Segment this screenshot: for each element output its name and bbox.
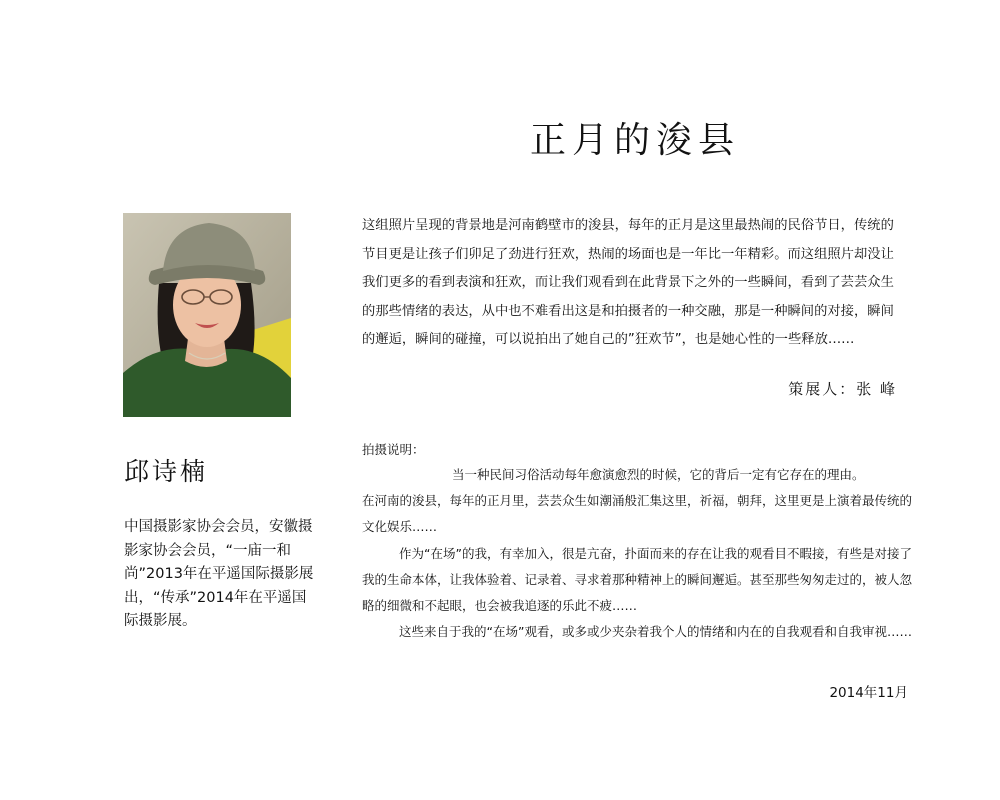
shooting-notes-paragraph: 作为“在场”的我，有幸加入，很是亢奋，扑面而来的存在让我的观看目不暇接，有些是对接了我的生命本体，让我体验着、记录着、寻求着那种精神上的瞬间邂逅。甚至那些匆匆走过的，被人忽略的细微和不起眼，也会被我追逐的乐此不疲…… bbox=[362, 545, 913, 614]
shooting-notes-paragraph: 当一种民间习俗活动每年愈演愈烈的时候，它的背后一定有它存在的理由。 bbox=[452, 467, 865, 482]
photographer-portrait bbox=[123, 213, 291, 417]
shooting-notes-paragraph: 在河南的浚县，每年的正月里，芸芸众生如潮涌般汇集这里，祈福，朝拜，这里更是上演着最传统的文化娱乐…… bbox=[362, 493, 913, 535]
shooting-notes-heading: 拍摄说明： bbox=[362, 442, 425, 457]
photographer-bio: 中国摄影家协会会员，安徽摄影家协会会员，“一庙一和尚”2013年在平遥国际摄影展出，“传承”2014年在平遥国际摄影展。 bbox=[124, 519, 314, 629]
shooting-notes-paragraph: 这些来自于我的“在场”观看，或多或少夹杂着我个人的情绪和内在的自我观看和自我审视…… bbox=[399, 624, 912, 640]
curator-credit: 策展人：张 峰 bbox=[788, 380, 897, 398]
shooting-date: 2014年11月 bbox=[829, 685, 908, 701]
photographer-name: 邱诗楠 bbox=[124, 457, 209, 486]
page-title: 正月的浚县 bbox=[530, 120, 741, 161]
shooting-notes bbox=[362, 462, 918, 645]
exhibition-introduction: 这组照片呈现的背景地是河南鹤壁市的浚县，每年的正月是这里最热闹的民俗节日，传统的节目更是让孩子们卯足了劲进行狂欢，热闹的场面也是一年比一年精彩。而这组照片却没让我们更多的看到表演和狂欢，而让我们观看到在此背景下之外的一些瞬间，看到了芸芸众生的那些情绪的表达，从中也不难看出这是和拍摄者的一种交融，那是一种瞬间的对接，瞬间的邂逅，瞬间的碰撞，可以说拍出了她自己的”狂欢节”，也是她心性的一些释放…… bbox=[362, 218, 894, 347]
